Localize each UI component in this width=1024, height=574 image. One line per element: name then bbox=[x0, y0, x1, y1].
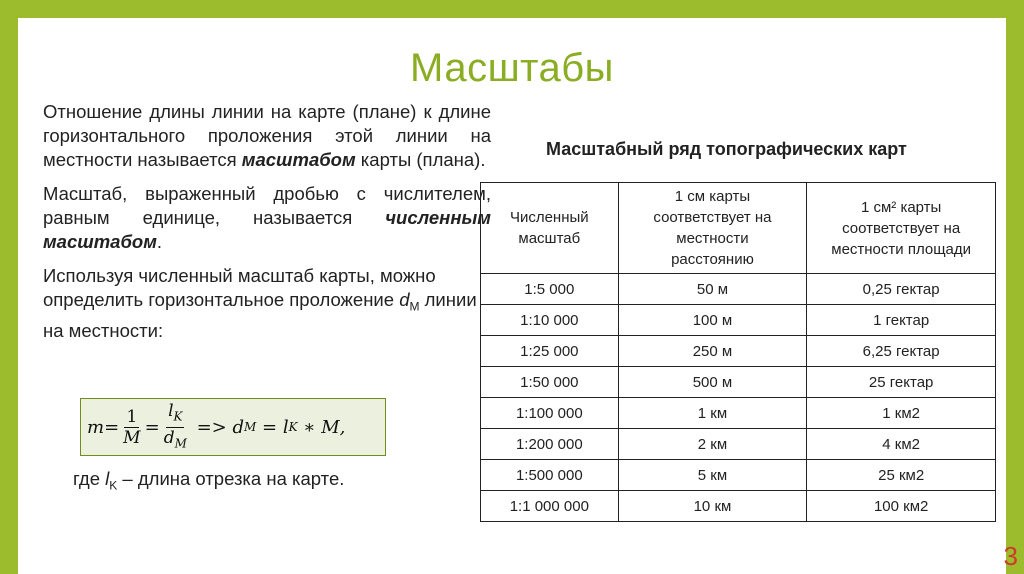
cell-scale: 1:25 000 bbox=[481, 336, 619, 367]
cell-scale: 1:200 000 bbox=[481, 429, 619, 460]
cell-scale: 1:10 000 bbox=[481, 305, 619, 336]
fraction-one-over-m: $\frac{1}{M}$ bbox=[123, 406, 141, 448]
term-numeric-scale: численным масштабом bbox=[43, 207, 491, 252]
cell-distance: 5 км bbox=[618, 460, 807, 491]
slide-title: Масштабы bbox=[410, 46, 614, 90]
table-row bbox=[481, 336, 996, 367]
header-numeric-scale: Численный масштаб bbox=[481, 183, 619, 274]
cell-distance: 250 м bbox=[618, 336, 807, 367]
cell-area: 0,25 гектар bbox=[807, 274, 996, 305]
fraction-lk-over-dm: $\frac{l_K}{d_M}$ bbox=[163, 401, 187, 450]
page-number: 3 bbox=[1003, 541, 1018, 571]
header-distance: 1 см карты соответствует на местности расстоянию bbox=[618, 183, 807, 274]
cell-area: 6,25 гектар bbox=[807, 336, 996, 367]
table-row bbox=[481, 305, 996, 336]
cell-scale: 1:500 000 bbox=[481, 460, 619, 491]
cell-scale: 1:5 000 bbox=[481, 274, 619, 305]
header-area: 1 см² карты соответствует на местности площади bbox=[807, 183, 996, 274]
table-header-row bbox=[481, 183, 996, 274]
table-title: Масштабный ряд топографических карт bbox=[546, 139, 907, 159]
table-row bbox=[481, 398, 996, 429]
table-row bbox=[481, 491, 996, 522]
cell-scale: 1:100 000 bbox=[481, 398, 619, 429]
table-row bbox=[481, 367, 996, 398]
slide bbox=[18, 18, 1006, 574]
cell-area: 1 гектар bbox=[807, 305, 996, 336]
formula-box: m = $\frac{1}{M}$ = $\frac{l_K}{d_M}$ => d M = l K ∗ M, bbox=[80, 398, 386, 456]
definition-text bbox=[43, 100, 491, 353]
cell-scale: 1:1 000 000 bbox=[481, 491, 619, 522]
table-row bbox=[481, 429, 996, 460]
cell-distance: 1 км bbox=[618, 398, 807, 429]
cell-scale: 1:50 000 bbox=[481, 367, 619, 398]
cell-distance: 500 м bbox=[618, 367, 807, 398]
cell-distance: 10 км bbox=[618, 491, 807, 522]
paragraph-scale-definition: Отношение длины линии на карте (плане) к длине горизонтального проложения этой линии на местности называется масштабом карты (плана). bbox=[43, 101, 491, 170]
term-scale: масштабом bbox=[241, 149, 356, 170]
paragraph-usage: Используя численный масштаб карты, можно определить горизонтальное проложение $d_M$ линии на местности: bbox=[43, 265, 477, 341]
cell-distance: 50 м bbox=[618, 274, 807, 305]
cell-distance: 100 м bbox=[618, 305, 807, 336]
cell-area: 100 км2 bbox=[807, 491, 996, 522]
cell-area: 1 км2 bbox=[807, 398, 996, 429]
cell-area: 25 гектар bbox=[807, 367, 996, 398]
table-row bbox=[481, 460, 996, 491]
cell-area: 4 км2 bbox=[807, 429, 996, 460]
paragraph-numeric-scale: Масштаб, выраженный дробью с числителем, равным единице, называется численным масштабом. bbox=[43, 183, 491, 252]
scale-table bbox=[480, 182, 996, 522]
cell-distance: 2 км bbox=[618, 429, 807, 460]
cell-area: 25 км2 bbox=[807, 460, 996, 491]
formula-legend: где $l_K$ – длина отрезка на карте. bbox=[73, 468, 345, 493]
table-row bbox=[481, 274, 996, 305]
